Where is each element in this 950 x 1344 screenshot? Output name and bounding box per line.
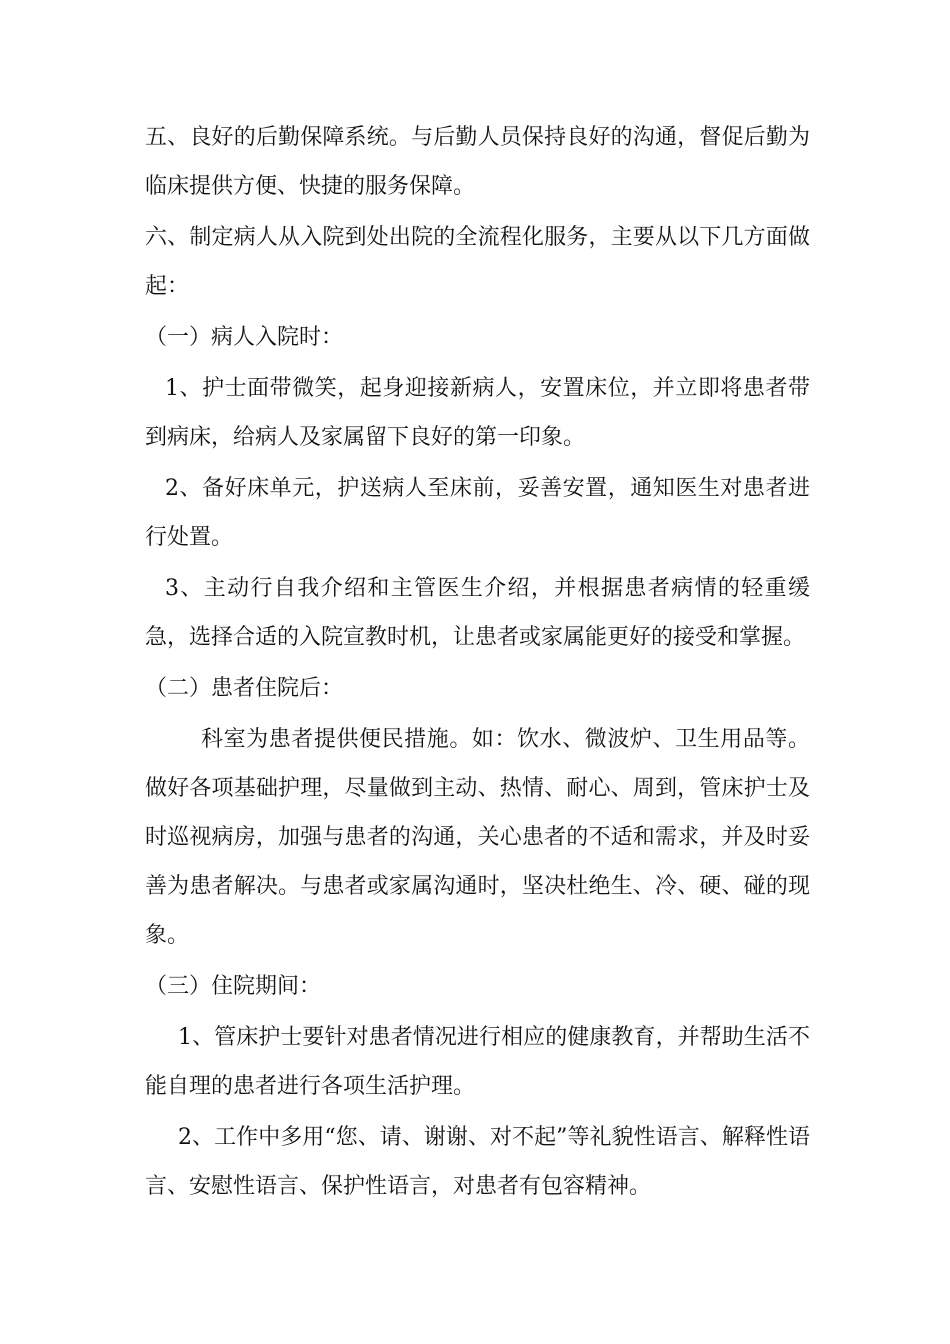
list-item-stay-1: 1、管床护士要针对患者情况进行相应的健康教育，并帮助生活不能自理的患者进行各项生活护理。 xyxy=(145,1025,810,1099)
heading-after-admission: （二）患者住院后： xyxy=(145,676,344,701)
heading-hospital-stay: （三）住院期间： xyxy=(145,974,322,999)
list-item-admission-3: 3、主动行自我介绍和主管医生介绍，并根据患者病情的轻重缓急，选择合适的入院宣教时机，让患者或家属能更好的接受和掌握。 xyxy=(145,576,810,650)
list-item-stay-2: 2、工作中多用“您、请、谢谢、对不起”等礼貌性语言、解释性语言、安慰性语言、保护性语言，对患者有包容精神。 xyxy=(145,1125,810,1199)
paragraph-full-process-service: 六、制定病人从入院到处出院的全流程化服务，主要从以下几方面做起： xyxy=(145,225,810,299)
list-item-admission-1: 1、护士面带微笑，起身迎接新病人，安置床位，并立即将患者带到病床，给病人及家属留下良好的第一印象。 xyxy=(145,376,810,450)
list-item-admission-2: 2、备好床单元，护送病人至床前，妥善安置，通知医生对患者进行处置。 xyxy=(145,476,810,550)
document-body xyxy=(145,113,810,1213)
heading-admission: （一）病人入院时： xyxy=(145,325,344,350)
paragraph-logistics: 五、良好的后勤保障系统。与后勤人员保持良好的沟通，督促后勤为临床提供方便、快捷的服务保障。 xyxy=(145,125,810,199)
paragraph-convenience-measures: 科室为患者提供便民措施。如：饮水、微波炉、卫生用品等。做好各项基础护理，尽量做到主动、热情、耐心、周到，管床护士及时巡视病房，加强与患者的沟通，关心患者的不适和需求，并及时妥善为患者解决。与患者或家属沟通时，坚决杜绝生、冷、硬、碰的现象。 xyxy=(145,727,810,948)
